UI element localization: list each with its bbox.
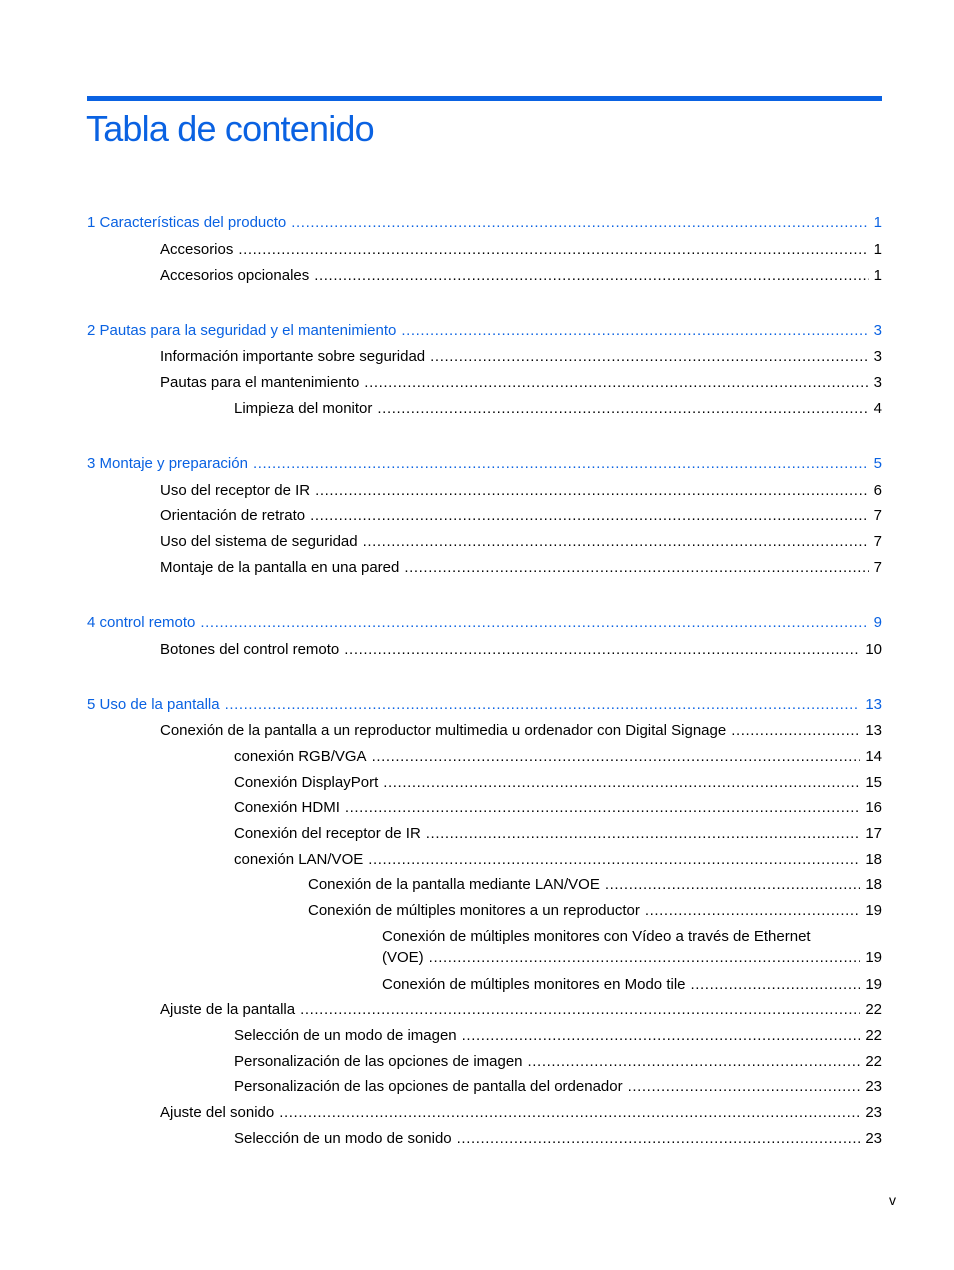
toc-entry-page: 1 bbox=[873, 267, 882, 284]
toc-entry-page: 7 bbox=[873, 559, 882, 576]
dot-leader bbox=[377, 398, 868, 420]
toc-entry-receptor-ir-conexion[interactable] bbox=[234, 823, 882, 845]
toc-entry-sistema-seguridad[interactable] bbox=[160, 531, 882, 553]
toc-entry-page: 22 bbox=[865, 1027, 882, 1044]
toc-entry-ajuste-sonido[interactable] bbox=[160, 1102, 882, 1124]
toc-entry-label: Montaje de la pantalla en una pared bbox=[160, 559, 400, 576]
toc-entry-page: 7 bbox=[873, 533, 882, 550]
toc-entry-receptor-ir[interactable] bbox=[160, 480, 882, 502]
toc-entry-page: 17 bbox=[865, 825, 882, 842]
page-number: v bbox=[889, 1192, 896, 1208]
toc-entry-page: 19 bbox=[865, 949, 882, 966]
toc-entry-page: 19 bbox=[865, 976, 882, 993]
toc-entry-label: Uso del sistema de seguridad bbox=[160, 533, 358, 550]
title-rule bbox=[87, 96, 882, 101]
dot-leader bbox=[344, 639, 860, 661]
toc-entry-label: 2 Pautas para la seguridad y el mantenimiento bbox=[87, 322, 397, 339]
toc-entry-label: Botones del control remoto bbox=[160, 641, 340, 658]
toc-entry-page: 23 bbox=[865, 1130, 882, 1147]
toc-entry-page: 1 bbox=[873, 214, 882, 231]
toc-entry-page: 22 bbox=[865, 1053, 882, 1070]
toc-entry-page: 3 bbox=[873, 348, 882, 365]
toc-entry-label: 3 Montaje y preparación bbox=[87, 455, 248, 472]
toc-entry-page: 4 bbox=[873, 400, 882, 417]
toc-entry-accesorios[interactable] bbox=[160, 239, 882, 261]
dot-leader bbox=[364, 372, 868, 394]
dot-leader bbox=[429, 947, 861, 968]
toc-entry-label: 4 control remoto bbox=[87, 614, 196, 631]
dot-leader bbox=[315, 480, 869, 502]
dot-leader bbox=[628, 1076, 861, 1098]
toc-entry-page: 3 bbox=[873, 374, 882, 391]
toc-entry-label-continued: (VOE) bbox=[382, 949, 424, 966]
toc-entry-modo-imagen[interactable] bbox=[234, 1025, 882, 1047]
toc-entry-label: Conexión de múltiples monitores en Modo tile bbox=[382, 976, 686, 993]
toc-entry-pantalla-lan-voe[interactable] bbox=[308, 874, 882, 896]
toc-entry-page: 3 bbox=[873, 322, 882, 339]
dot-leader bbox=[225, 694, 861, 716]
dot-leader bbox=[300, 999, 860, 1021]
dot-leader bbox=[291, 212, 868, 234]
toc-chapter-1[interactable] bbox=[87, 212, 882, 234]
toc-entry-page: 19 bbox=[865, 902, 882, 919]
toc-entry-page: 13 bbox=[865, 696, 882, 713]
toc-entry-label: Conexión de múltiples monitores a un reproductor bbox=[308, 902, 640, 919]
toc-entry-label: 1 Características del producto bbox=[87, 214, 287, 231]
toc-entry-limpieza-monitor[interactable] bbox=[234, 398, 882, 420]
toc-entry-label: Conexión del receptor de IR bbox=[234, 825, 421, 842]
toc-entry-page: 16 bbox=[865, 799, 882, 816]
toc-entry-label: Selección de un modo de imagen bbox=[234, 1027, 457, 1044]
toc-entry-label: Información importante sobre seguridad bbox=[160, 348, 426, 365]
toc-entry-label: conexión LAN/VOE bbox=[234, 851, 364, 868]
toc-entry-page: 18 bbox=[865, 851, 882, 868]
toc-entry-opciones-pantalla-ordenador[interactable] bbox=[234, 1076, 882, 1098]
toc-entry-page: 15 bbox=[865, 774, 882, 791]
toc-entry-lan-voe[interactable] bbox=[234, 849, 882, 871]
toc-entry-page: 22 bbox=[865, 1001, 882, 1018]
toc-entry-label: Selección de un modo de sonido bbox=[234, 1130, 452, 1147]
toc-chapter-4[interactable] bbox=[87, 612, 882, 634]
toc-entry-label: Conexión de la pantalla mediante LAN/VOE bbox=[308, 876, 600, 893]
toc-entry-label: Personalización de las opciones de imagen bbox=[234, 1053, 523, 1070]
toc-entry-rgb-vga[interactable] bbox=[234, 746, 882, 768]
dot-leader bbox=[691, 974, 861, 996]
toc-entry-accesorios-opcionales[interactable] bbox=[160, 265, 882, 287]
toc-entry-page: 18 bbox=[865, 876, 882, 893]
toc-entry-page: 13 bbox=[865, 722, 882, 739]
toc-entry-modo-tile[interactable] bbox=[382, 974, 882, 996]
dot-leader bbox=[368, 849, 860, 871]
toc-entry-label: Conexión de la pantalla a un reproductor multimedia u ordenador con Digital Signage bbox=[160, 722, 727, 739]
toc-entry-multiples-monitores-reproductor[interactable] bbox=[308, 900, 882, 922]
toc-entry-label: conexión RGB/VGA bbox=[234, 748, 367, 765]
toc-entry-label: Orientación de retrato bbox=[160, 507, 306, 524]
toc-entry-label: Ajuste del sonido bbox=[160, 1104, 275, 1121]
toc-entry-label: Conexión HDMI bbox=[234, 799, 340, 816]
dot-leader bbox=[404, 557, 868, 579]
toc-entry-modo-sonido[interactable] bbox=[234, 1128, 882, 1150]
toc-entry-page: 10 bbox=[865, 641, 882, 658]
toc-entry-label: Accesorios bbox=[160, 241, 234, 258]
dot-leader bbox=[200, 612, 868, 634]
toc-entry-page: 5 bbox=[873, 455, 882, 472]
toc-chapter-2[interactable] bbox=[87, 320, 882, 342]
toc-chapter-5[interactable] bbox=[87, 694, 882, 716]
toc-entry-page: 7 bbox=[873, 507, 882, 524]
page-title: Tabla de contenido bbox=[86, 108, 374, 149]
toc-entry-label: Accesorios opcionales bbox=[160, 267, 310, 284]
toc-entry-label: Conexión de múltiples monitores con Vídeo a través de Ethernet bbox=[382, 928, 811, 945]
dot-leader bbox=[731, 720, 860, 742]
toc-entry-multiples-monitores-voe[interactable] bbox=[382, 926, 882, 968]
toc-entry-informacion-seguridad[interactable] bbox=[160, 346, 882, 368]
toc-entry-page: 23 bbox=[865, 1078, 882, 1095]
toc-entry-label: Limpieza del monitor bbox=[234, 400, 373, 417]
toc-entry-orientacion-retrato[interactable] bbox=[160, 505, 882, 527]
toc-entry-page: 9 bbox=[873, 614, 882, 631]
dot-leader bbox=[372, 746, 861, 768]
dot-leader bbox=[645, 900, 860, 922]
toc-entry-pautas-mantenimiento[interactable] bbox=[160, 372, 882, 394]
toc-entry-label: Uso del receptor de IR bbox=[160, 482, 311, 499]
dot-leader bbox=[401, 320, 868, 342]
dot-leader bbox=[314, 265, 868, 287]
dot-leader bbox=[457, 1128, 861, 1150]
dot-leader bbox=[363, 531, 869, 553]
toc-entry-label: Conexión DisplayPort bbox=[234, 774, 379, 791]
toc-entry-page: 6 bbox=[873, 482, 882, 499]
toc-entry-montaje-pared[interactable] bbox=[160, 557, 882, 579]
toc-entry-label: 5 Uso de la pantalla bbox=[87, 696, 220, 713]
toc-entry-displayport[interactable] bbox=[234, 772, 882, 794]
toc-entry-label: Pautas para el mantenimiento bbox=[160, 374, 360, 391]
toc-entry-ajuste-pantalla[interactable] bbox=[160, 999, 882, 1021]
dot-leader bbox=[238, 239, 868, 261]
toc-entry-hdmi[interactable] bbox=[234, 797, 882, 819]
dot-leader bbox=[310, 505, 869, 527]
dot-leader bbox=[528, 1051, 861, 1073]
dot-leader bbox=[383, 772, 860, 794]
toc-entry-page: 23 bbox=[865, 1104, 882, 1121]
toc-entry-label: Ajuste de la pantalla bbox=[160, 1001, 296, 1018]
dot-leader bbox=[345, 797, 860, 819]
toc-entry-opciones-imagen[interactable] bbox=[234, 1051, 882, 1073]
toc-entry-page: 14 bbox=[865, 748, 882, 765]
toc-entry-label: Personalización de las opciones de pantalla del ordenador bbox=[234, 1078, 623, 1095]
toc-entry-conexion-reproductor[interactable] bbox=[160, 720, 882, 742]
toc-entry-botones-control[interactable] bbox=[160, 639, 882, 661]
dot-leader bbox=[279, 1102, 860, 1124]
dot-leader bbox=[462, 1025, 861, 1047]
dot-leader bbox=[426, 823, 861, 845]
dot-leader bbox=[430, 346, 869, 368]
dot-leader bbox=[253, 453, 869, 475]
toc-entry-page: 1 bbox=[873, 241, 882, 258]
toc-chapter-3[interactable] bbox=[87, 453, 882, 475]
dot-leader bbox=[605, 874, 860, 896]
